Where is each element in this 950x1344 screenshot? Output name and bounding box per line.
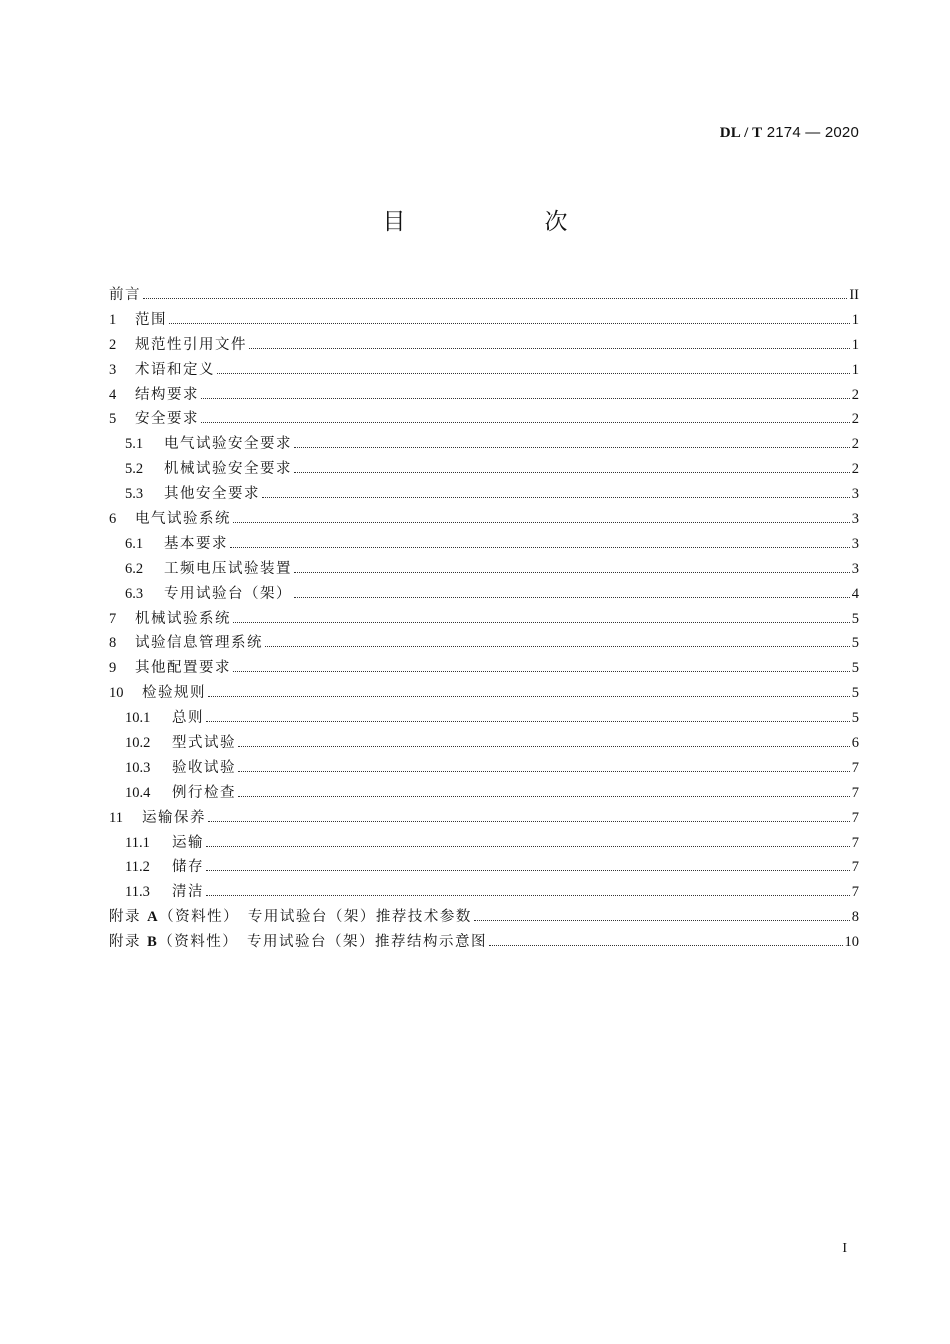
dot-leader	[262, 496, 850, 498]
toc-entry-9[interactable]	[109, 656, 859, 681]
toc-entry-label: 清洁	[172, 884, 204, 901]
appendix-title: （资料性） 专用试验台（架）推荐结构示意图	[158, 934, 488, 951]
toc-entry-page: 2	[851, 411, 859, 428]
toc-entry-page: 3	[851, 486, 859, 503]
dot-leader	[265, 645, 850, 647]
dot-leader	[238, 745, 850, 747]
dot-leader	[233, 621, 850, 623]
toc-entry-number: 3	[109, 361, 117, 378]
toc-entry-appendix-a[interactable]	[109, 905, 859, 930]
toc-entry-label: 试验信息管理系统	[135, 635, 263, 652]
toc-entry-page: 4	[851, 585, 859, 602]
toc-entry-page: 3	[851, 535, 859, 552]
toc-entry-number: 6	[109, 511, 117, 528]
toc-entry-number: 6.2	[125, 560, 144, 577]
toc-entry-page: 2	[851, 386, 859, 403]
toc-entry-number: 1	[109, 311, 117, 328]
toc-entry-page: 7	[851, 884, 859, 901]
dot-leader	[238, 770, 850, 772]
toc-entry-6-1[interactable]	[109, 532, 859, 557]
toc-entry-label: 运输	[172, 834, 204, 851]
toc-entry-label: 前言	[109, 287, 141, 303]
toc-entry-page: 2	[851, 436, 859, 453]
toc-entry-10-4[interactable]	[109, 781, 859, 806]
toc-entry-11[interactable]	[109, 806, 859, 831]
dot-leader	[233, 521, 850, 523]
toc-entry-number: 5.2	[125, 461, 144, 478]
toc-entry-number: 10.4	[125, 784, 151, 801]
dot-leader	[169, 322, 850, 324]
dot-leader	[206, 894, 850, 896]
dot-leader	[206, 845, 850, 847]
toc-entry-foreword[interactable]	[109, 283, 859, 308]
toc-entry-2[interactable]	[109, 333, 859, 358]
dot-leader	[294, 571, 850, 573]
toc-entry-6-3[interactable]	[109, 582, 859, 607]
toc-entry-number: 8	[109, 635, 117, 652]
toc-entry-page: 7	[851, 834, 859, 851]
toc-entry-5-3[interactable]	[109, 482, 859, 507]
dot-leader	[217, 372, 850, 374]
toc-entry-label	[109, 930, 487, 951]
toc-entry-number: 5	[109, 411, 117, 428]
dot-leader	[489, 944, 842, 946]
toc-entry-page: 3	[851, 560, 859, 577]
table-of-contents	[109, 283, 859, 955]
toc-entry-number: 10.1	[125, 710, 151, 727]
toc-entry-label: 运输保养	[142, 809, 206, 826]
toc-entry-page: 5	[851, 660, 859, 677]
dot-leader	[201, 397, 850, 399]
dot-leader	[206, 720, 850, 722]
toc-entry-page: 7	[851, 759, 859, 776]
toc-entry-label: 储存	[172, 859, 204, 876]
dot-leader	[294, 596, 850, 598]
toc-entry-6[interactable]	[109, 507, 859, 532]
toc-entry-number: 11.3	[125, 884, 150, 901]
toc-entry-label: 总则	[172, 710, 204, 727]
dot-leader	[249, 347, 850, 349]
dot-leader	[294, 446, 850, 448]
toc-entry-page: 2	[851, 461, 859, 478]
toc-entry-page: 1	[851, 361, 859, 378]
toc-entry-number: 5.1	[125, 436, 144, 453]
toc-entry-label: 检验规则	[142, 685, 206, 702]
toc-entry-number: 6.1	[125, 535, 144, 552]
dot-leader	[238, 795, 850, 797]
toc-entry-label: 机械试验系统	[135, 610, 231, 627]
toc-entry-10-3[interactable]	[109, 756, 859, 781]
toc-entry-11-2[interactable]	[109, 855, 859, 880]
toc-entry-page: 8	[851, 909, 859, 926]
dot-leader	[206, 869, 850, 871]
toc-entry-label: 电气试验安全要求	[164, 436, 292, 453]
toc-entry-number: 10.3	[125, 759, 151, 776]
dot-leader	[208, 695, 850, 697]
toc-entry-number: 10.2	[125, 735, 151, 752]
toc-entry-page: 5	[851, 710, 859, 727]
toc-entry-3[interactable]	[109, 358, 859, 383]
toc-entry-page: 7	[851, 784, 859, 801]
toc-entry-4[interactable]	[109, 383, 859, 408]
toc-entry-label: 验收试验	[172, 759, 236, 776]
toc-entry-page: 5	[851, 635, 859, 652]
toc-entry-page: 5	[851, 610, 859, 627]
toc-entry-page: 1	[851, 311, 859, 328]
toc-entry-11-1[interactable]	[109, 831, 859, 856]
appendix-title: （资料性） 专用试验台（架）推荐技术参数	[159, 909, 472, 926]
toc-entry-label: 安全要求	[135, 411, 199, 428]
toc-entry-page: 10	[844, 934, 859, 951]
toc-entry-label: 其他安全要求	[164, 486, 260, 503]
toc-entry-number: 4	[109, 386, 117, 403]
dot-leader	[474, 919, 850, 921]
toc-entry-label: 术语和定义	[135, 361, 215, 378]
toc-entry-label: 结构要求	[135, 386, 199, 403]
toc-entry-10[interactable]	[109, 681, 859, 706]
dot-leader	[208, 820, 850, 822]
toc-entry-11-3[interactable]	[109, 880, 859, 905]
toc-entry-label: 专用试验台（架）	[164, 585, 292, 602]
dot-leader	[233, 670, 850, 672]
page-number: I	[842, 1241, 847, 1256]
dot-leader	[201, 421, 850, 423]
toc-entry-appendix-b[interactable]	[109, 930, 859, 955]
toc-entry-number: 11	[109, 809, 123, 826]
toc-entry-5[interactable]	[109, 407, 859, 432]
dot-leader	[143, 297, 847, 299]
toc-entry-label: 规范性引用文件	[135, 336, 247, 353]
toc-entry-number: 5.3	[125, 486, 144, 503]
page-title: 目 次	[382, 209, 626, 235]
standard-code-prefix: DL / T	[719, 125, 763, 141]
standard-code-number: 2174 — 2020	[766, 124, 859, 141]
toc-entry-label: 机械试验安全要求	[164, 461, 292, 478]
toc-entry-7[interactable]	[109, 607, 859, 632]
toc-entry-label: 工频电压试验装置	[164, 560, 292, 577]
toc-entry-number: 6.3	[125, 585, 144, 602]
toc-entry-page: 6	[851, 735, 859, 752]
appendix-letter: A	[147, 909, 160, 926]
toc-entry-number: 9	[109, 660, 117, 677]
toc-entry-10-2[interactable]	[109, 731, 859, 756]
toc-entry-page: 7	[851, 809, 859, 826]
toc-entry-label	[109, 905, 472, 926]
appendix-prefix: 附录	[109, 909, 141, 926]
appendix-letter: B	[147, 934, 159, 951]
toc-entry-page: II	[849, 287, 859, 303]
toc-entry-number: 11.2	[125, 859, 150, 876]
toc-entry-10-1[interactable]	[109, 706, 859, 731]
toc-entry-page: 1	[851, 336, 859, 353]
toc-entry-page: 3	[851, 511, 859, 528]
toc-entry-page: 5	[851, 685, 859, 702]
toc-entry-label: 范围	[135, 311, 167, 328]
toc-entry-1[interactable]	[109, 308, 859, 333]
toc-entry-label: 基本要求	[164, 535, 228, 552]
toc-entry-5-2[interactable]	[109, 457, 859, 482]
toc-entry-label: 电气试验系统	[135, 511, 231, 528]
toc-entry-number: 7	[109, 610, 117, 627]
toc-entry-label: 型式试验	[172, 735, 236, 752]
toc-entry-5-1[interactable]	[109, 432, 859, 457]
toc-entry-number: 2	[109, 336, 117, 353]
appendix-prefix: 附录	[109, 934, 141, 951]
toc-entry-number: 11.1	[125, 834, 150, 851]
toc-entry-page: 7	[851, 859, 859, 876]
toc-entry-number: 10	[109, 685, 124, 702]
toc-entry-label: 例行检查	[172, 784, 236, 801]
toc-entry-label: 其他配置要求	[135, 660, 231, 677]
toc-entry-8[interactable]	[109, 631, 859, 656]
standard-code	[720, 124, 859, 142]
dot-leader	[230, 546, 850, 548]
toc-entry-6-2[interactable]	[109, 557, 859, 582]
dot-leader	[294, 471, 850, 473]
